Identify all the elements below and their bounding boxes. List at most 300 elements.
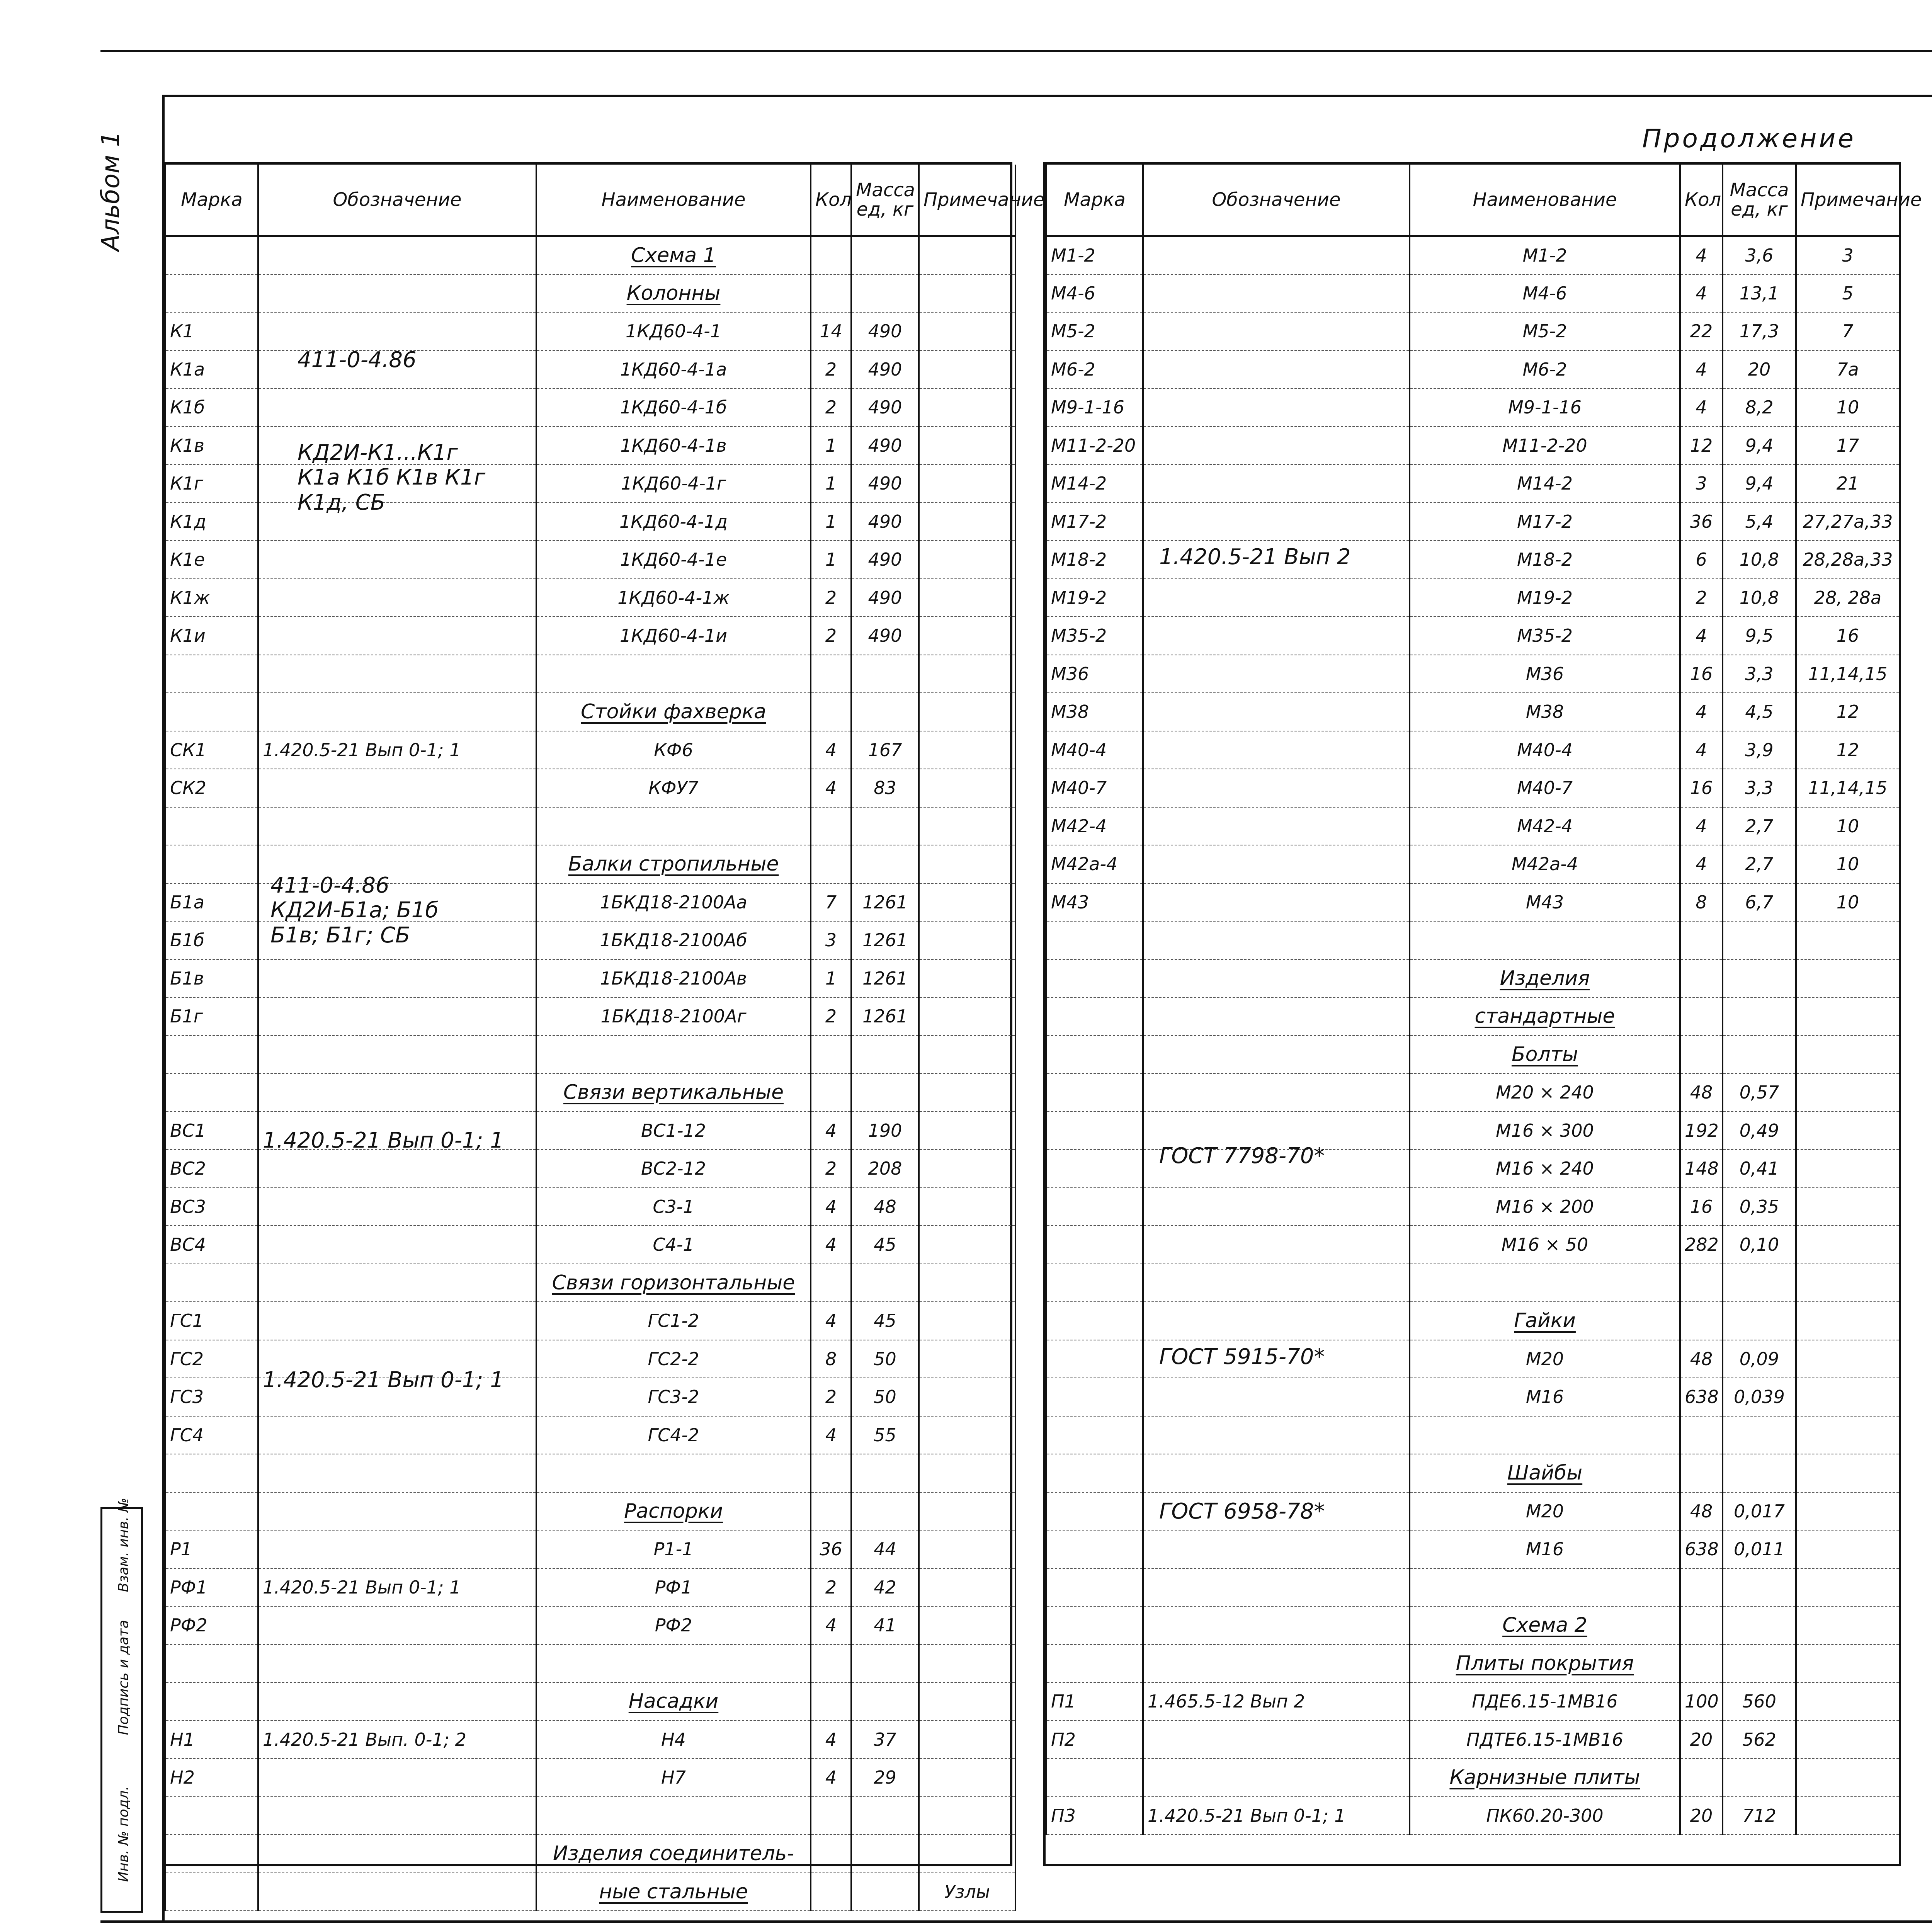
cell-designation bbox=[258, 1150, 536, 1188]
cell-name: М40-7 bbox=[1410, 769, 1680, 807]
cell-name: М20 × 240 bbox=[1410, 1073, 1680, 1112]
cell-designation bbox=[258, 617, 536, 655]
left-row bbox=[165, 731, 1015, 769]
cell-mark: К1г bbox=[165, 464, 258, 503]
cell-mark bbox=[1046, 1302, 1143, 1340]
cell-name: 1КД60-4-1и bbox=[536, 617, 811, 655]
middle-row bbox=[1046, 312, 1900, 350]
frame-inner-top bbox=[162, 95, 1932, 97]
cell-mass bbox=[851, 1873, 919, 1911]
middle-row bbox=[1046, 350, 1900, 389]
cell-qty: 4 bbox=[811, 1416, 851, 1454]
cell-qty: 48 bbox=[1680, 1492, 1723, 1531]
cell-mass bbox=[1723, 959, 1796, 998]
cell-designation bbox=[1143, 693, 1410, 731]
cell-name: Насадки bbox=[536, 1682, 811, 1721]
cell-mass bbox=[1723, 1759, 1796, 1797]
cell-mass: 9,4 bbox=[1723, 464, 1796, 503]
cell-qty: 4 bbox=[1680, 731, 1723, 769]
cell-note bbox=[919, 503, 1015, 541]
cell-designation bbox=[1143, 1454, 1410, 1492]
cell-note bbox=[919, 1492, 1015, 1531]
cell-mass: 490 bbox=[851, 503, 919, 541]
cell-qty bbox=[1680, 1606, 1723, 1645]
cell-name: 1КД60-4-1д bbox=[536, 503, 811, 541]
cell-designation bbox=[1143, 1378, 1410, 1416]
cell-note bbox=[919, 350, 1015, 389]
cell-name: Изделия соединитель- bbox=[536, 1835, 811, 1873]
cell-qty: 48 bbox=[1680, 1340, 1723, 1378]
cell-designation bbox=[258, 1530, 536, 1568]
cell-designation bbox=[1143, 807, 1410, 845]
middle-row bbox=[1046, 1036, 1900, 1074]
cell-name: Гайки bbox=[1410, 1302, 1680, 1340]
cell-name: 1КД60-4-1ж bbox=[536, 579, 811, 617]
cell-mark bbox=[1046, 1073, 1143, 1112]
cell-name: М16 × 300 bbox=[1410, 1112, 1680, 1150]
cell-note bbox=[919, 1797, 1015, 1835]
middle-row bbox=[1046, 1721, 1900, 1759]
cell-qty bbox=[811, 807, 851, 845]
cell-qty bbox=[811, 236, 851, 274]
cell-designation bbox=[1143, 388, 1410, 427]
cell-mark: К1в bbox=[165, 427, 258, 465]
cell-mark: К1и bbox=[165, 617, 258, 655]
cell-name: М40-4 bbox=[1410, 731, 1680, 769]
left-row bbox=[165, 617, 1015, 655]
cell-name: М42а-4 bbox=[1410, 845, 1680, 883]
cell-mark: П1 bbox=[1046, 1682, 1143, 1721]
cell-designation bbox=[1143, 579, 1410, 617]
middle-row bbox=[1046, 236, 1900, 274]
cell-mark: М9-1-16 bbox=[1046, 388, 1143, 427]
group-designation: 411-0-4.86 bbox=[298, 347, 417, 372]
cell-designation bbox=[1143, 655, 1410, 693]
cell-designation bbox=[258, 1835, 536, 1873]
cell-qty: 4 bbox=[1680, 236, 1723, 274]
middle-row bbox=[1046, 617, 1900, 655]
cell-name bbox=[536, 807, 811, 845]
cell-name: ГС1-2 bbox=[536, 1302, 811, 1340]
cell-mass: 490 bbox=[851, 579, 919, 617]
cell-designation bbox=[258, 1416, 536, 1454]
cell-designation bbox=[1143, 350, 1410, 389]
cell-note bbox=[1796, 1797, 1900, 1835]
left-row bbox=[165, 655, 1015, 693]
cell-name bbox=[1410, 1264, 1680, 1302]
cell-qty: 4 bbox=[811, 1302, 851, 1340]
middle-row bbox=[1046, 1226, 1900, 1264]
cell-mass: 560 bbox=[1723, 1682, 1796, 1721]
cell-qty: 1 bbox=[811, 464, 851, 503]
cell-qty: 12 bbox=[1680, 427, 1723, 465]
cell-name: Шайбы bbox=[1410, 1454, 1680, 1492]
cell-mark bbox=[165, 1492, 258, 1531]
cell-designation bbox=[1143, 1416, 1410, 1454]
cell-designation bbox=[1143, 1302, 1410, 1340]
cell-note bbox=[919, 769, 1015, 807]
cell-mass bbox=[851, 1454, 919, 1492]
header-name: Наименование bbox=[536, 165, 811, 236]
cell-designation bbox=[258, 312, 536, 350]
cell-qty: 48 bbox=[1680, 1073, 1723, 1112]
cell-mass: 0,017 bbox=[1723, 1492, 1796, 1531]
cell-qty bbox=[1680, 1568, 1723, 1607]
spec-table-left bbox=[162, 162, 1045, 1903]
cell-mark bbox=[1046, 1645, 1143, 1683]
cell-note bbox=[919, 845, 1015, 883]
cell-name: ные стальные bbox=[536, 1873, 811, 1911]
cell-name: Карнизные плиты bbox=[1410, 1759, 1680, 1797]
cell-designation bbox=[258, 579, 536, 617]
cell-mark: ВС1 bbox=[165, 1112, 258, 1150]
cell-qty: 20 bbox=[1680, 1721, 1723, 1759]
cell-designation bbox=[258, 388, 536, 427]
cell-mark bbox=[165, 807, 258, 845]
left-row bbox=[165, 541, 1015, 579]
group-designation: ГОСТ 6958-78* bbox=[1159, 1499, 1325, 1524]
cell-name: ПК60.20-300 bbox=[1410, 1797, 1680, 1835]
cell-mark bbox=[165, 1682, 258, 1721]
cell-name: 1БКД18-2100Аб bbox=[536, 921, 811, 959]
cell-note bbox=[919, 1340, 1015, 1378]
cell-mark bbox=[165, 1454, 258, 1492]
cell-mark bbox=[165, 1073, 258, 1112]
middle-row bbox=[1046, 464, 1900, 503]
cell-mass: 490 bbox=[851, 617, 919, 655]
cell-name: М16 × 200 bbox=[1410, 1188, 1680, 1226]
cell-qty bbox=[811, 1873, 851, 1911]
cell-mark: ГС1 bbox=[165, 1302, 258, 1340]
cell-name: М16 × 240 bbox=[1410, 1150, 1680, 1188]
group-designation: 1.420.5-21 Вып 0-1; 1 bbox=[263, 1128, 504, 1153]
cell-note bbox=[1796, 1302, 1900, 1340]
cell-note bbox=[919, 807, 1015, 845]
cell-note bbox=[1796, 1073, 1900, 1112]
cell-name: ПДЕ6.15-1МВ16 bbox=[1410, 1682, 1680, 1721]
cell-qty bbox=[811, 1036, 851, 1074]
cell-name: КФУ7 bbox=[536, 769, 811, 807]
cell-designation bbox=[258, 1264, 536, 1302]
cell-name: ГС3-2 bbox=[536, 1378, 811, 1416]
cell-mark: ВС4 bbox=[165, 1226, 258, 1264]
spec-table-middle-grid bbox=[1046, 165, 1922, 1835]
cell-mark bbox=[1046, 1264, 1143, 1302]
left-row bbox=[165, 1188, 1015, 1226]
cell-mass: 0,35 bbox=[1723, 1188, 1796, 1226]
left-row bbox=[165, 1530, 1015, 1568]
cell-mark: М40-4 bbox=[1046, 731, 1143, 769]
cell-note bbox=[919, 655, 1015, 693]
cell-qty: 3 bbox=[811, 921, 851, 959]
cell-designation bbox=[258, 1492, 536, 1531]
cell-designation bbox=[1143, 1264, 1410, 1302]
cell-designation bbox=[1143, 883, 1410, 922]
middle-row bbox=[1046, 731, 1900, 769]
cell-mass: 0,10 bbox=[1723, 1226, 1796, 1264]
cell-mark bbox=[1046, 1036, 1143, 1074]
cell-qty: 1 bbox=[811, 427, 851, 465]
cell-mark: РФ2 bbox=[165, 1606, 258, 1645]
cell-note bbox=[919, 541, 1015, 579]
middle-row bbox=[1046, 845, 1900, 883]
left-row bbox=[165, 1645, 1015, 1683]
left-row bbox=[165, 693, 1015, 731]
cell-name: М4-6 bbox=[1410, 274, 1680, 313]
middle-row bbox=[1046, 1682, 1900, 1721]
header-designation: Обозначение bbox=[258, 165, 536, 236]
header-note: Примечание bbox=[1796, 165, 1900, 236]
cell-qty: 4 bbox=[811, 1226, 851, 1264]
cell-qty: 2 bbox=[811, 1150, 851, 1188]
cell-note bbox=[1796, 1036, 1900, 1074]
cell-qty: 4 bbox=[811, 1606, 851, 1645]
cell-mark bbox=[1046, 997, 1143, 1036]
cell-mark bbox=[165, 1645, 258, 1683]
cell-designation bbox=[258, 1682, 536, 1721]
cell-name: М5-2 bbox=[1410, 312, 1680, 350]
cell-note: 12 bbox=[1796, 731, 1900, 769]
cell-mark bbox=[165, 236, 258, 274]
middle-row bbox=[1046, 1759, 1900, 1797]
cell-mass: 1261 bbox=[851, 997, 919, 1036]
cell-mass: 208 bbox=[851, 1150, 919, 1188]
cell-mass bbox=[851, 1797, 919, 1835]
cell-designation bbox=[1143, 617, 1410, 655]
cell-name: ГС4-2 bbox=[536, 1416, 811, 1454]
cell-mark: М4-6 bbox=[1046, 274, 1143, 313]
middle-row bbox=[1046, 1568, 1900, 1607]
cell-name: Плиты покрытия bbox=[1410, 1645, 1680, 1683]
cell-name: ГС2-2 bbox=[536, 1340, 811, 1378]
cell-note: 10 bbox=[1796, 807, 1900, 845]
left-row bbox=[165, 807, 1015, 845]
cell-name: М14-2 bbox=[1410, 464, 1680, 503]
cell-designation bbox=[1143, 1721, 1410, 1759]
cell-qty bbox=[811, 1645, 851, 1683]
cell-qty bbox=[1680, 1036, 1723, 1074]
cell-qty: 36 bbox=[811, 1530, 851, 1568]
cell-designation bbox=[1143, 503, 1410, 541]
cell-qty bbox=[811, 693, 851, 731]
cell-name: 1КД60-4-1 bbox=[536, 312, 811, 350]
cell-note bbox=[919, 1759, 1015, 1797]
cell-qty: 1 bbox=[811, 503, 851, 541]
header-mass: Масса ед, кг bbox=[851, 165, 919, 236]
cell-note bbox=[919, 388, 1015, 427]
cell-mark: ГС3 bbox=[165, 1378, 258, 1416]
cell-mass bbox=[1723, 997, 1796, 1036]
cell-note bbox=[1796, 1416, 1900, 1454]
cell-mark bbox=[1046, 959, 1143, 998]
cell-note: 11,14,15 bbox=[1796, 655, 1900, 693]
cell-mark: СК1 bbox=[165, 731, 258, 769]
cell-mark: К1е bbox=[165, 541, 258, 579]
cell-designation bbox=[258, 1645, 536, 1683]
cell-qty: 1 bbox=[811, 541, 851, 579]
cell-designation bbox=[258, 1188, 536, 1226]
cell-designation bbox=[1143, 274, 1410, 313]
cell-designation bbox=[258, 1759, 536, 1797]
cell-name: Н4 bbox=[536, 1721, 811, 1759]
cell-mark: Б1б bbox=[165, 921, 258, 959]
cell-mark: РФ1 bbox=[165, 1568, 258, 1607]
continuation-label-middle: Продолжение bbox=[1642, 124, 1856, 153]
cell-mass: 37 bbox=[851, 1721, 919, 1759]
cell-name: 1БКД18-2100Аа bbox=[536, 883, 811, 922]
cell-note bbox=[919, 464, 1015, 503]
middle-row bbox=[1046, 274, 1900, 313]
cell-qty: 14 bbox=[811, 312, 851, 350]
cell-note: 27,27а,33 bbox=[1796, 503, 1900, 541]
cell-note bbox=[1796, 1721, 1900, 1759]
cell-note: 10 bbox=[1796, 883, 1900, 922]
cell-name: 1БКД18-2100Аг bbox=[536, 997, 811, 1036]
cell-mass: 0,09 bbox=[1723, 1340, 1796, 1378]
cell-qty: 3 bbox=[1680, 464, 1723, 503]
cell-note: 17 bbox=[1796, 427, 1900, 465]
cell-mark bbox=[165, 693, 258, 731]
cell-note bbox=[1796, 1682, 1900, 1721]
cell-note: 28, 28а bbox=[1796, 579, 1900, 617]
cell-name: ПДТЕ6.15-1МВ16 bbox=[1410, 1721, 1680, 1759]
cell-name bbox=[1410, 1568, 1680, 1607]
cell-name: М20 bbox=[1410, 1492, 1680, 1531]
cell-mass: 2,7 bbox=[1723, 807, 1796, 845]
cell-designation bbox=[1143, 1645, 1410, 1683]
cell-mark bbox=[165, 1036, 258, 1074]
cell-qty: 16 bbox=[1680, 1188, 1723, 1226]
group-designation: 1.420.5-21 Вып 2 bbox=[1159, 544, 1351, 570]
cell-note bbox=[919, 883, 1015, 922]
cell-mass: 712 bbox=[1723, 1797, 1796, 1835]
cell-qty bbox=[1680, 1759, 1723, 1797]
cell-note bbox=[1796, 1226, 1900, 1264]
cell-qty: 4 bbox=[1680, 807, 1723, 845]
left-row bbox=[165, 312, 1015, 350]
left-row bbox=[165, 464, 1015, 503]
cell-mark: Р1 bbox=[165, 1530, 258, 1568]
left-row bbox=[165, 1264, 1015, 1302]
cell-name: 1КД60-4-1г bbox=[536, 464, 811, 503]
cell-qty bbox=[811, 1797, 851, 1835]
cell-mark bbox=[1046, 1378, 1143, 1416]
cell-mass: 41 bbox=[851, 1606, 919, 1645]
cell-mass: 5,4 bbox=[1723, 503, 1796, 541]
cell-mark bbox=[1046, 1112, 1143, 1150]
cell-name: 1КД60-4-1е bbox=[536, 541, 811, 579]
left-row bbox=[165, 1036, 1015, 1074]
left-row bbox=[165, 1416, 1015, 1454]
cell-designation bbox=[1143, 997, 1410, 1036]
cell-mark: М35-2 bbox=[1046, 617, 1143, 655]
cell-qty: 2 bbox=[811, 617, 851, 655]
cell-designation bbox=[1143, 1226, 1410, 1264]
left-row bbox=[165, 503, 1015, 541]
cell-qty: 282 bbox=[1680, 1226, 1723, 1264]
cell-note bbox=[919, 959, 1015, 998]
cell-mass: 1261 bbox=[851, 921, 919, 959]
middle-row bbox=[1046, 503, 1900, 541]
cell-designation bbox=[1143, 1073, 1410, 1112]
header-note: Примечание bbox=[919, 165, 1015, 236]
side-stamp-replace: Взам. инв. № bbox=[116, 1498, 132, 1592]
cell-qty: 192 bbox=[1680, 1112, 1723, 1150]
cell-qty: 6 bbox=[1680, 541, 1723, 579]
cell-mark bbox=[165, 1835, 258, 1873]
cell-note bbox=[919, 1682, 1015, 1721]
cell-note bbox=[919, 312, 1015, 350]
middle-row bbox=[1046, 997, 1900, 1036]
cell-qty bbox=[1680, 1416, 1723, 1454]
cell-name: Связи вертикальные bbox=[536, 1073, 811, 1112]
middle-row bbox=[1046, 921, 1900, 959]
cell-mass bbox=[1723, 1264, 1796, 1302]
cell-qty bbox=[811, 1073, 851, 1112]
spec-table-middle bbox=[1043, 162, 1922, 1866]
cell-name: Болты bbox=[1410, 1036, 1680, 1074]
cell-qty: 2 bbox=[811, 1378, 851, 1416]
cell-note bbox=[919, 427, 1015, 465]
header-mark: Марка bbox=[165, 165, 258, 236]
cell-qty: 100 bbox=[1680, 1682, 1723, 1721]
cell-mark bbox=[165, 655, 258, 693]
cell-designation bbox=[258, 997, 536, 1036]
middle-row bbox=[1046, 1073, 1900, 1112]
cell-mass: 83 bbox=[851, 769, 919, 807]
cell-designation bbox=[258, 1797, 536, 1835]
cell-designation bbox=[258, 1606, 536, 1645]
cell-qty: 4 bbox=[1680, 617, 1723, 655]
cell-note bbox=[919, 1073, 1015, 1112]
cell-name: М16 bbox=[1410, 1530, 1680, 1568]
left-row bbox=[165, 1873, 1015, 1911]
middle-row bbox=[1046, 959, 1900, 998]
cell-note bbox=[1796, 1454, 1900, 1492]
cell-qty bbox=[811, 1835, 851, 1873]
cell-note bbox=[919, 731, 1015, 769]
cell-mass: 3,6 bbox=[1723, 236, 1796, 274]
cell-note bbox=[919, 1264, 1015, 1302]
middle-row bbox=[1046, 1645, 1900, 1683]
cell-mark bbox=[1046, 1340, 1143, 1378]
cell-mass: 9,5 bbox=[1723, 617, 1796, 655]
cell-mass bbox=[1723, 1568, 1796, 1607]
cell-note bbox=[919, 1378, 1015, 1416]
header-mass: Масса ед, кг bbox=[1723, 165, 1796, 236]
cell-mark: СК2 bbox=[165, 769, 258, 807]
cell-mass: 0,039 bbox=[1723, 1378, 1796, 1416]
cell-mass bbox=[851, 693, 919, 731]
cell-designation bbox=[1143, 1188, 1410, 1226]
group-designation: 411-0-4.86 КД2И-Б1а; Б1б Б1в; Б1г; СБ bbox=[270, 873, 439, 948]
left-row bbox=[165, 1797, 1015, 1835]
middle-row bbox=[1046, 1606, 1900, 1645]
cell-name bbox=[536, 1645, 811, 1683]
cell-mass bbox=[851, 1264, 919, 1302]
cell-qty: 2 bbox=[1680, 579, 1723, 617]
cell-note bbox=[919, 921, 1015, 959]
middle-row bbox=[1046, 579, 1900, 617]
cell-note bbox=[919, 1112, 1015, 1150]
cell-name: Распорки bbox=[536, 1492, 811, 1531]
middle-row bbox=[1046, 388, 1900, 427]
cell-designation: 1.420.5-21 Вып 0-1; 1 bbox=[258, 1568, 536, 1607]
cell-mass: 45 bbox=[851, 1226, 919, 1264]
cell-designation bbox=[258, 769, 536, 807]
cell-name: М16 × 50 bbox=[1410, 1226, 1680, 1264]
cell-name: М38 bbox=[1410, 693, 1680, 731]
